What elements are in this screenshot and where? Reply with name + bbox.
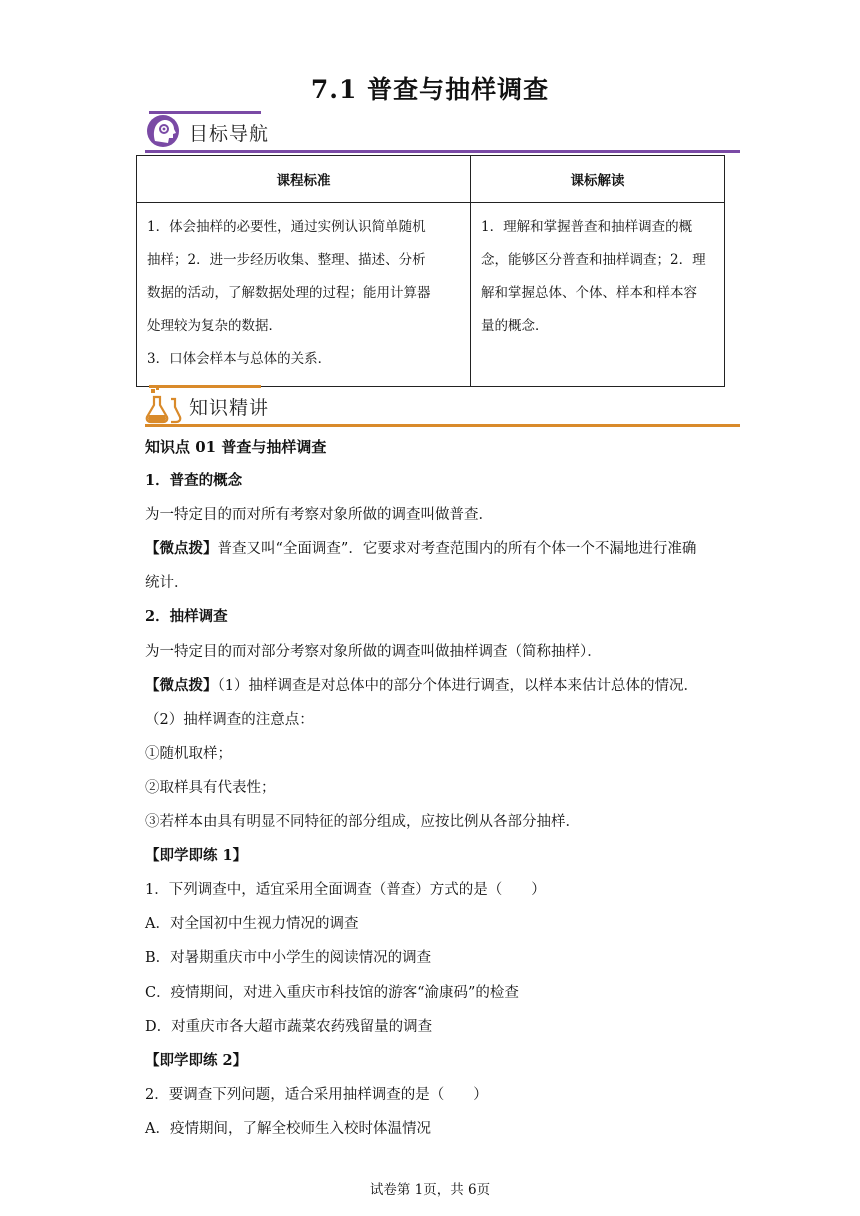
paragraph: （2）抽样调查的注意点：	[145, 711, 314, 728]
paragraph: ②取样具有代表性；	[145, 779, 276, 796]
flask-icon	[145, 385, 185, 425]
section-heading: 1．普查的概念	[145, 472, 243, 490]
header-divider	[145, 424, 740, 427]
cell-line: 1．理解和掌握普查和抽样调查的概	[481, 219, 693, 235]
cell-line: 处理较为复杂的数据．	[147, 318, 282, 334]
cell-line: 数据的活动，了解数据处理的过程；能用计算器	[147, 285, 431, 301]
standards-table	[136, 155, 725, 387]
exercise-title: 【即学即练 1】	[145, 847, 248, 865]
tip-paragraph	[145, 669, 745, 703]
page-title: 7.1 普查与抽样调查	[310, 75, 550, 104]
option-b: B．对暑期重庆市中小学生的阅读情况的调查	[145, 950, 432, 967]
goal-nav-header	[145, 111, 740, 153]
goal-nav-label: 目标导航	[189, 123, 270, 145]
knowledge-point-title: 知识点 01 普查与抽样调查	[145, 438, 327, 456]
page-footer: 试卷第 1页，共 6页	[369, 1182, 491, 1198]
tip-text: （1）抽样调查是对总体中的部分个体进行调查，以样本来估计总体的情况．	[217, 677, 698, 694]
paragraph: ③若样本由具有明显不同特征的部分组成，应按比例从各部分抽样．	[145, 814, 580, 831]
tip-tag: 【微点拨】	[145, 676, 218, 694]
tip-text: 普查又叫“全面调查”．它要求对考查范围内的所有个体一个不漏地进行准确	[217, 541, 697, 558]
paragraph: 为一特定目的而对所有考察对象所做的调查叫做普查．	[145, 507, 493, 524]
paragraph: ①随机取样；	[145, 745, 232, 762]
paragraph: 为一特定目的而对部分考察对象所做的调查叫做抽样调查（简称抽样）．	[145, 643, 602, 660]
knowledge-label: 知识精讲	[189, 397, 270, 419]
exercise-title: 【即学即练 2】	[145, 1051, 248, 1069]
cell-line: 念，能够区分普查和抽样调查；2．理	[481, 252, 706, 268]
cell-line: 量的概念．	[481, 318, 549, 334]
cell-line: 1．体会抽样的必要性，通过实例认识简单随机	[147, 219, 426, 235]
table-header-standard: 课程标准	[137, 156, 471, 203]
tip-paragraph	[145, 532, 745, 566]
option-a: A．对全国初中生视力情况的调查	[145, 916, 359, 933]
question-text: 1．下列调查中，适宜采用全面调查（普查）方式的是（ ）	[145, 882, 546, 899]
section-heading: 2．抽样调查	[145, 608, 228, 626]
option-a: A．疫情期间，了解全校师生入校时体温情况	[145, 1120, 431, 1137]
table-header-interpretation: 课标解读	[471, 156, 725, 203]
paragraph: 统计．	[145, 575, 189, 592]
cell-line: 3．口体会样本与总体的关系．	[147, 351, 332, 367]
cell-line: 抽样；2．进一步经历收集、整理、描述、分析	[147, 252, 426, 268]
option-c: C．疫情期间，对进入重庆市科技馆的游客“渝康码”的检查	[145, 984, 519, 1001]
content-body	[145, 430, 745, 1146]
head-gear-icon	[145, 111, 185, 151]
cell-line: 解和掌握总体、个体、样本和样本容	[481, 285, 697, 301]
knowledge-header	[145, 385, 740, 427]
option-d: D．对重庆市各大超市蔬菜农药残留量的调查	[145, 1018, 433, 1035]
question-text: 2．要调查下列问题，适合采用抽样调查的是（ ）	[145, 1086, 488, 1103]
table-cell-interpretation	[471, 203, 725, 387]
tip-tag: 【微点拨】	[145, 540, 218, 558]
table-cell-standard	[137, 203, 471, 387]
header-divider	[145, 150, 740, 153]
